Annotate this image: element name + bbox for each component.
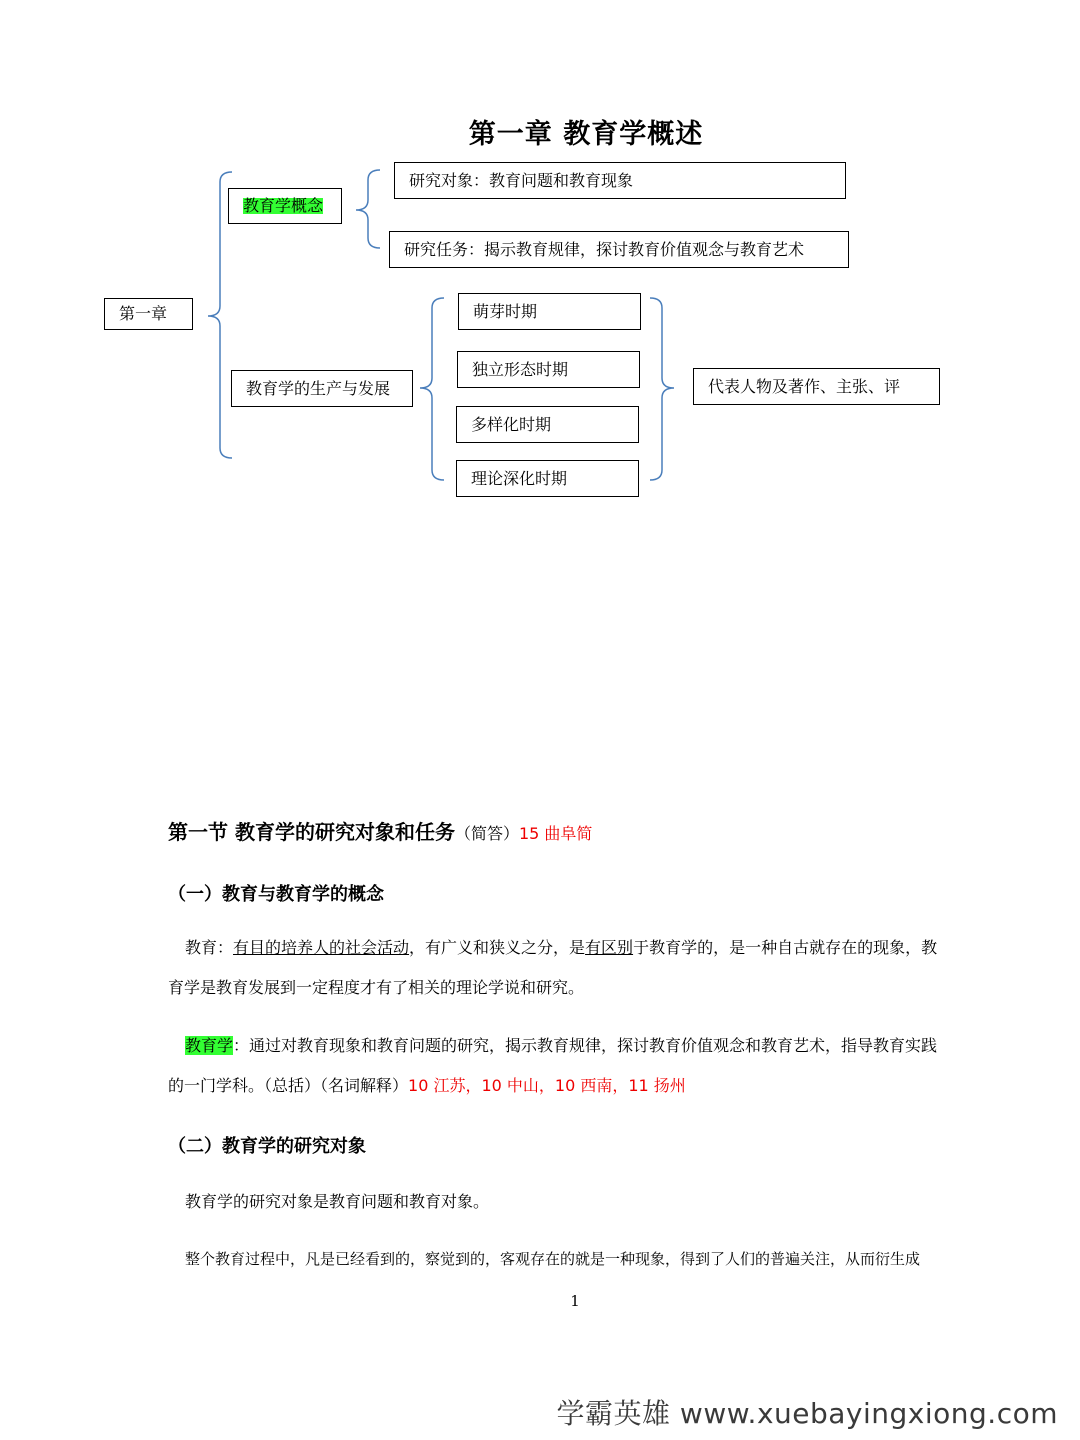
page-number: 1 [570,1292,580,1310]
mindmap-period: 独立形态时期 [457,351,640,388]
section-heading: 第一节 教育学的研究对象和任务（简答）15 曲阜简 [168,820,593,844]
mindmap-period: 多样化时期 [456,406,639,443]
subsection-heading: （二）教育学的研究对象 [168,1136,366,1157]
watermark: 学霸英雄 www.xuebayingxiong.com [556,1397,1058,1430]
bracket-periods [650,298,674,480]
page-title: 第一章 教育学概述 [468,119,704,150]
mindmap-root: 第一章 [104,298,193,330]
mindmap-concept: 教育学概念 [228,188,342,224]
paragraph-research-object: 教育学的研究对象是教育问题和教育对象。 [185,1192,490,1211]
bracket-concept [356,170,380,248]
paragraph-education-definition: 教育：有目的培养人的社会活动，有广义和狭义之分，是有区别于教育学的，是一种自古就存在的现象，教育学是教育发展到一定程度才有了相关的理论学说和研究。 [168,938,938,997]
subsection-heading: （一）教育与教育学的概念 [168,884,384,905]
mindmap-period: 萌芽时期 [458,293,641,330]
mindmap-research-object: 研究对象：教育问题和教育现象 [394,162,846,199]
mindmap-period: 理论深化时期 [456,460,639,497]
mindmap-representatives: 代表人物及著作、主张、评 [693,368,940,405]
paragraph-pedagogy-definition: 教育学：通过对教育现象和教育问题的研究，揭示教育规律，探讨教育价值观念和教育艺术，指导教育实践的一门学科。（总括）（名词解释）10 江苏，10 中山，10 西南，11 扬州 [168,1036,938,1095]
paragraph-phenomenon: 整个教育过程中，凡是已经看到的，察觉到的，客观存在的就是一种现象，得到了人们的普遍关注，从而衍生成 [185,1250,921,1268]
bracket-development [420,298,444,480]
mindmap-research-task: 研究任务：揭示教育规律，探讨教育价值观念与教育艺术 [389,231,849,268]
mindmap-development: 教育学的生产与发展 [231,370,413,407]
